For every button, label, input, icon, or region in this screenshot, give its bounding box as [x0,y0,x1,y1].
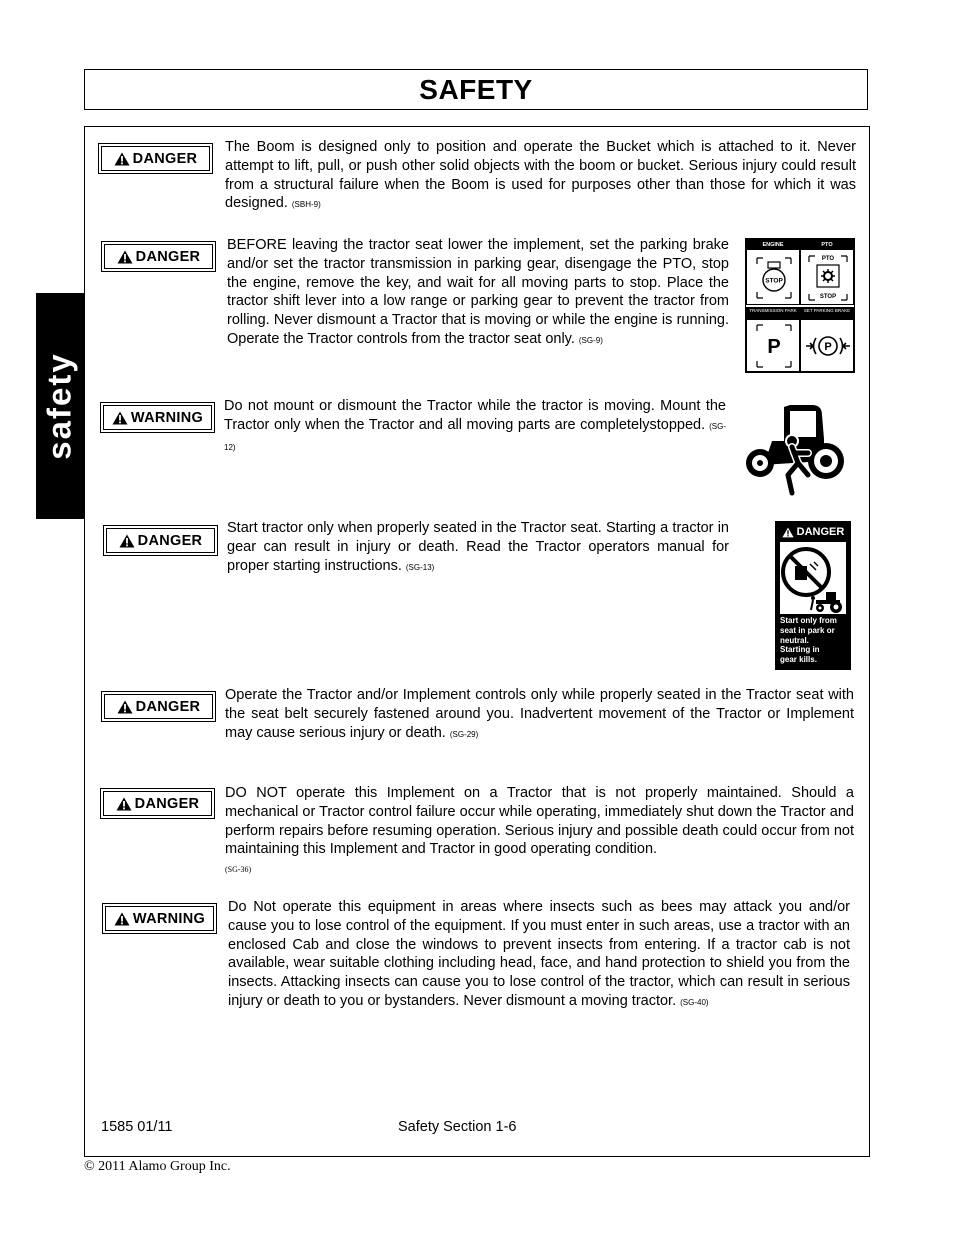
side-tab [36,293,84,519]
parking-brake-icon [805,323,851,369]
safety-message: DO NOT operate this Implement on a Tractor that is not properly maintained. Should a mechanical or Tractor control failure occur while operating, immediately shut down the Tractor and perform repairs before resuming operation. Serious injury and possible death could occur from not maintaining this Implement and Tractor in good operating condition. (SG-36) [225,785,854,875]
warning-triangle-icon [112,411,128,425]
warning-triangle-icon [117,250,133,264]
no-ground-start-icon [780,542,846,614]
start-danger-decal [775,521,851,670]
park-icon [755,323,793,369]
safety-message: Start tractor only when properly seated in the Tractor seat. Starting a tractor in gear can result in injury or death. Read the Tractor operators manual for proper starting instructions. (SG-13) [227,520,729,574]
tractor-controls-graphic [745,238,855,373]
warning-triangle-icon [119,534,135,548]
danger-badge: DANGER [101,241,216,272]
danger-badge: DANGER [103,525,218,556]
safety-message: The Boom is designed only to position and operate the Bucket which is attached to it. Never attempt to lift, pull, or push other solid objects with the boom or bucket. Serious injury could result from a structural failure when the Boom is used for purposes other than those for which it was designed. (SBH-9) [225,139,856,212]
pto-stop-icon [807,252,849,302]
decal-header: DANGER [775,524,851,540]
page-title: SAFETY [84,69,868,110]
safety-message: BEFORE leaving the tractor seat lower the implement, set the parking brake and/or set the tractor transmission in parking gear, disengage the PTO, stop the engine, remove the key, and wait for all moving parts to stop. Place the tractor shift lever into a low range or parking gear to prevent the tractor from rolling. Never dismount a Tractor that is moving or while the engine is running. Operate the Tractor controls from the tractor seat only. (SG-9) [227,237,729,347]
svg-text:STOP: STOP [765,277,783,285]
warning-triangle-icon [114,152,130,166]
svg-text:P: P [824,341,832,353]
warning-triangle-icon [117,700,133,714]
warning-badge: WARNING [100,402,215,433]
moving-tractor-pictogram [742,401,846,497]
warning-badge: WARNING [102,903,217,934]
copyright: © 2011 Alamo Group Inc. [84,1159,231,1174]
danger-badge: DANGER [98,143,213,174]
engine-stop-icon [755,256,793,300]
warning-triangle-icon [116,797,132,811]
warning-triangle-icon [114,912,130,926]
transmission-park-panel: TRANSMISSION PARK P [746,307,800,372]
safety-message: Do Not operate this equipment in areas where insects such as bees may attack you and/or cause you to lose control of the equipment. If you must enter in such areas, use a tractor with an enclosed Cab and close the windows to prevent insects from entering. If a tractor cab is not available, wear suitable clothing including head, face, and hand protection to shield you from the insects. Attacking insects can cause you to lose control of the tractor, which can result in serious injury or death to you or bystanders. Never dismount a moving tractor. (SG-40) [228,899,850,1009]
side-tab-label: safety [41,352,79,460]
decal-text: Start only from seat in park or neutral. Starting in gear kills. [780,616,837,665]
svg-text:P: P [767,336,781,358]
danger-badge: DANGER [100,788,215,819]
parking-brake-panel: SET PARKING BRAKE P [800,307,854,372]
pto-control-panel: PTO PTO STOP [800,239,854,305]
danger-badge: DANGER [101,691,216,722]
safety-message: Do not mount or dismount the Tractor while the tractor is moving. Mount the Tractor only when the Tractor and all moving parts are completelystopped. (SG-12) [224,398,726,452]
footer-section: Safety Section 1-6 [398,1119,517,1135]
safety-message: Operate the Tractor and/or Implement controls only while properly seated in the Tractor seat with the seat belt securely fastened around you. Inadvertent movement of the Tractor or Implement may cause serious injury or death. (SG-29) [225,687,854,741]
svg-text:STOP: STOP [819,294,837,300]
engine-control-panel: ENGINE STOP [746,239,800,305]
svg-text:PTO: PTO [821,256,835,262]
footer-model-date: 1585 01/11 [101,1119,173,1135]
warning-triangle-icon [782,527,794,538]
decal-image [780,542,846,614]
